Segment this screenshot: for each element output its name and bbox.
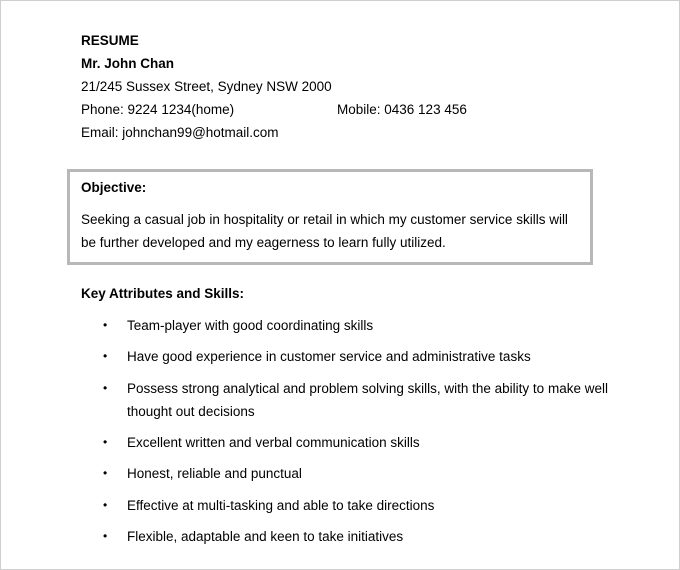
phone-line: Phone: 9224 1234(home) bbox=[81, 102, 235, 117]
skill-text: Flexible, adaptable and keen to take initiatives bbox=[127, 529, 404, 544]
skill-text: Effective at multi-tasking and able to take directions bbox=[127, 498, 435, 513]
mobile-line: Mobile: 0436 123 456 bbox=[337, 102, 467, 117]
skill-text: Honest, reliable and punctual bbox=[127, 466, 302, 481]
bullet-icon: • bbox=[103, 435, 108, 449]
skill-text: Possess strong analytical and problem solving skills, with the ability to make well thought out decisions bbox=[127, 381, 608, 419]
candidate-name: Mr. John Chan bbox=[81, 56, 175, 71]
bullet-icon: • bbox=[103, 381, 108, 395]
bullet-icon: • bbox=[103, 318, 108, 332]
bullet-icon: • bbox=[103, 498, 108, 512]
objective-box bbox=[67, 169, 593, 265]
email-line: Email: johnchan99@hotmail.com bbox=[81, 125, 279, 140]
skill-text: Team-player with good coordinating skills bbox=[127, 318, 374, 333]
objective-text: Seeking a casual job in hospitality or retail in which my customer service skills will be further developed and my eagerness to learn fully utilized. bbox=[81, 212, 568, 250]
skill-text: Have good experience in customer service and administrative tasks bbox=[127, 349, 531, 364]
address-line: 21/245 Sussex Street, Sydney NSW 2000 bbox=[81, 79, 332, 94]
objective-heading: Objective: bbox=[81, 180, 147, 195]
bullet-icon: • bbox=[103, 529, 108, 543]
bullet-icon: • bbox=[103, 349, 108, 363]
skills-heading: Key Attributes and Skills: bbox=[81, 286, 245, 301]
bullet-icon: • bbox=[103, 466, 108, 480]
skill-text: Excellent written and verbal communication skills bbox=[127, 435, 420, 450]
resume-title: RESUME bbox=[81, 33, 139, 48]
